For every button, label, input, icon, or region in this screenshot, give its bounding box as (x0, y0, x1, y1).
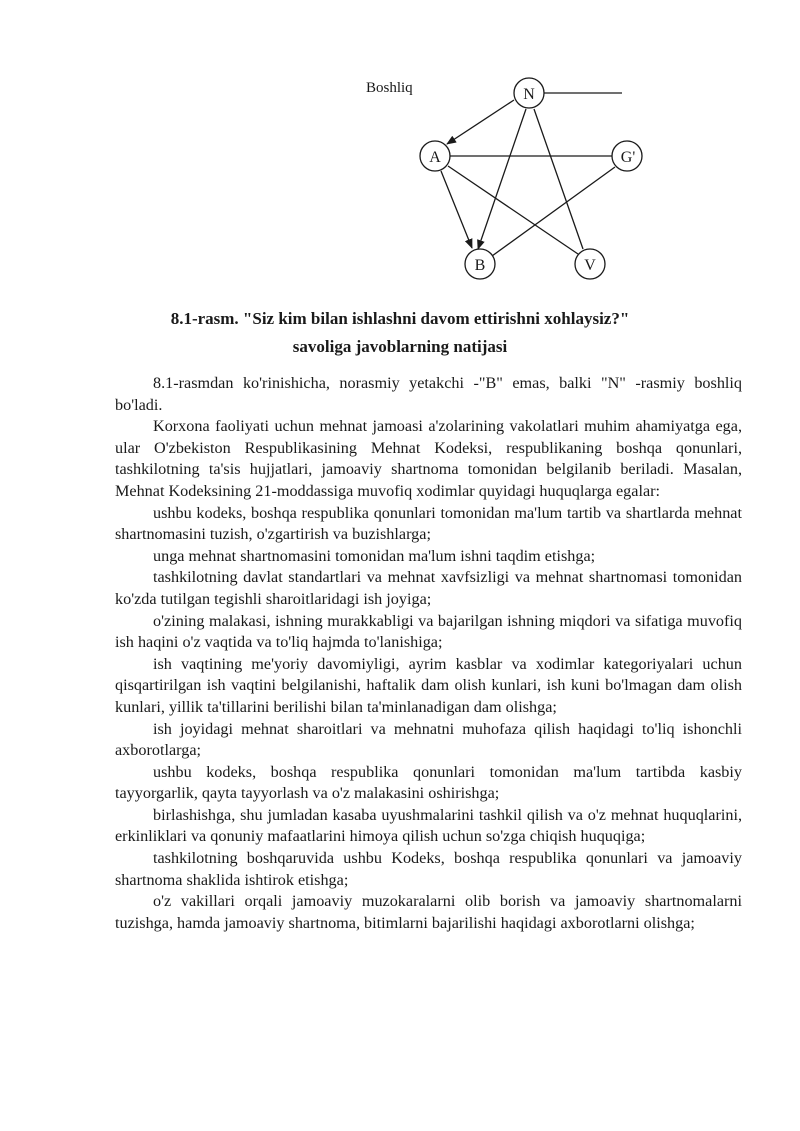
node-v (575, 249, 605, 279)
sociogram-diagram (0, 0, 800, 300)
node-g-label: G' (620, 149, 636, 166)
node-a-label: A (429, 149, 441, 166)
list-item: o'zining malakasi, ishning murakkabligi va bajarilgan ishning miqdori va sifatiga muvofiq ish haqini o'z vaqtida va to'liq hajmda to'lanishiga; (115, 611, 742, 652)
list-item: ushbu kodeks, boshqa respublika qonunlari tomonidan ma'lum tartib va shartlarda mehnat shartnomasini tuzish, o'zgartirish va buzishlarga; (115, 503, 742, 544)
list-item: tashkilotning davlat standartlari va mehnat xavfsizligi va mehnat shartnomasi tomonidan ko'zda tutilgan tegishli sharoitlaridagi ish joyiga; (115, 568, 742, 608)
list-item: ushbu kodeks, boshqa respublika qonunlari tomonidan ma'lum tartibda kasbiy tayyorgarlik, qayta tayyorlash va o'z malakasini oshirishga; (115, 762, 742, 803)
edge-a-to-b (441, 171, 472, 248)
list-item: unga mehnat shartnomasini tomonidan ma'lum ishni taqdim etishga; (153, 546, 596, 565)
list-item: o'z vakillari orqali jamoaviy muzokaralarni olib borish va jamoaviy shartnomalarni tuzishga, hamda jamoaviy shartnoma, bitimlarni bajarilishi haqidagi axborotlarni olishga; (115, 892, 742, 932)
node-b (465, 249, 495, 279)
list-item: ish vaqtining me'yoriy davomiyligi, ayrim kasblar va xodimlar kategoriyalari uchun qisqartirilgan ish vaqtini belgilanishi, haftalik dam olish kunlari, ish kuni bo'lmagan dam olish kunlari, yillik ta'tillarini berilishi bilan ta'minlanadigan dam olishga; (115, 654, 742, 716)
node-n (514, 78, 544, 108)
caption-line-2: savoliga javoblarning natijasi (292, 337, 508, 356)
node-g (612, 141, 642, 171)
list-item: ish joyidagi mehnat sharoitlari va mehnatni muhofaza qilish haqidagi to'liq ishonchli axborotlarga; (115, 719, 742, 760)
boshliq-label: Boshliq (366, 80, 413, 96)
paragraph: Korxona faoliyati uchun mehnat jamoasi a'zolarining vakolatlari muhim ahamiyatga ega, ular O'zbekiston Respublikasining Mehnat Kodeksi, respublikaning boshqa qonunlari, tashkilotning ta'sis hujjatlari, jamoaviy shartnoma tomonidan belgilanib beriladi. Masalan, Mehnat Kodeksining 21-moddassiga muvofiq xodimlar quyidagi huquqlarga egalar: (115, 417, 742, 500)
list-item: birlashishga, shu jumladan kasaba uyushmalarini tashkil qilish va o'z mehnat huquqlarini, erkinliklari va qonuniy mafaatlarini himoya qilish uchun so'zga chiqish huquqiga; (115, 805, 742, 846)
node-v-label: V (584, 257, 596, 274)
node-n-label: N (523, 86, 535, 103)
node-b-label: B (474, 257, 486, 274)
edge-n-to-a (447, 100, 514, 144)
body-text (115, 373, 742, 934)
node-a (420, 141, 450, 171)
edge-g-b (492, 167, 615, 256)
paragraph: 8.1-rasmdan ko'rinishicha, norasmiy yetakchi -"B" emas, balki "N" -rasmiy boshliq bo'ladi. (115, 374, 742, 414)
edge-n-v (534, 109, 583, 249)
edge-n-to-b (478, 109, 526, 249)
list-item: tashkilotning boshqaruvida ushbu Kodeks, boshqa respublika qonunlari va jamoaviy shartnoma shaklida ishtirok etishga; (115, 849, 742, 889)
caption-line-1: 8.1-rasm. "Siz kim bilan ishlashni davom ettirishni xohlaysiz?" (170, 309, 630, 328)
figure-caption (0, 305, 800, 361)
